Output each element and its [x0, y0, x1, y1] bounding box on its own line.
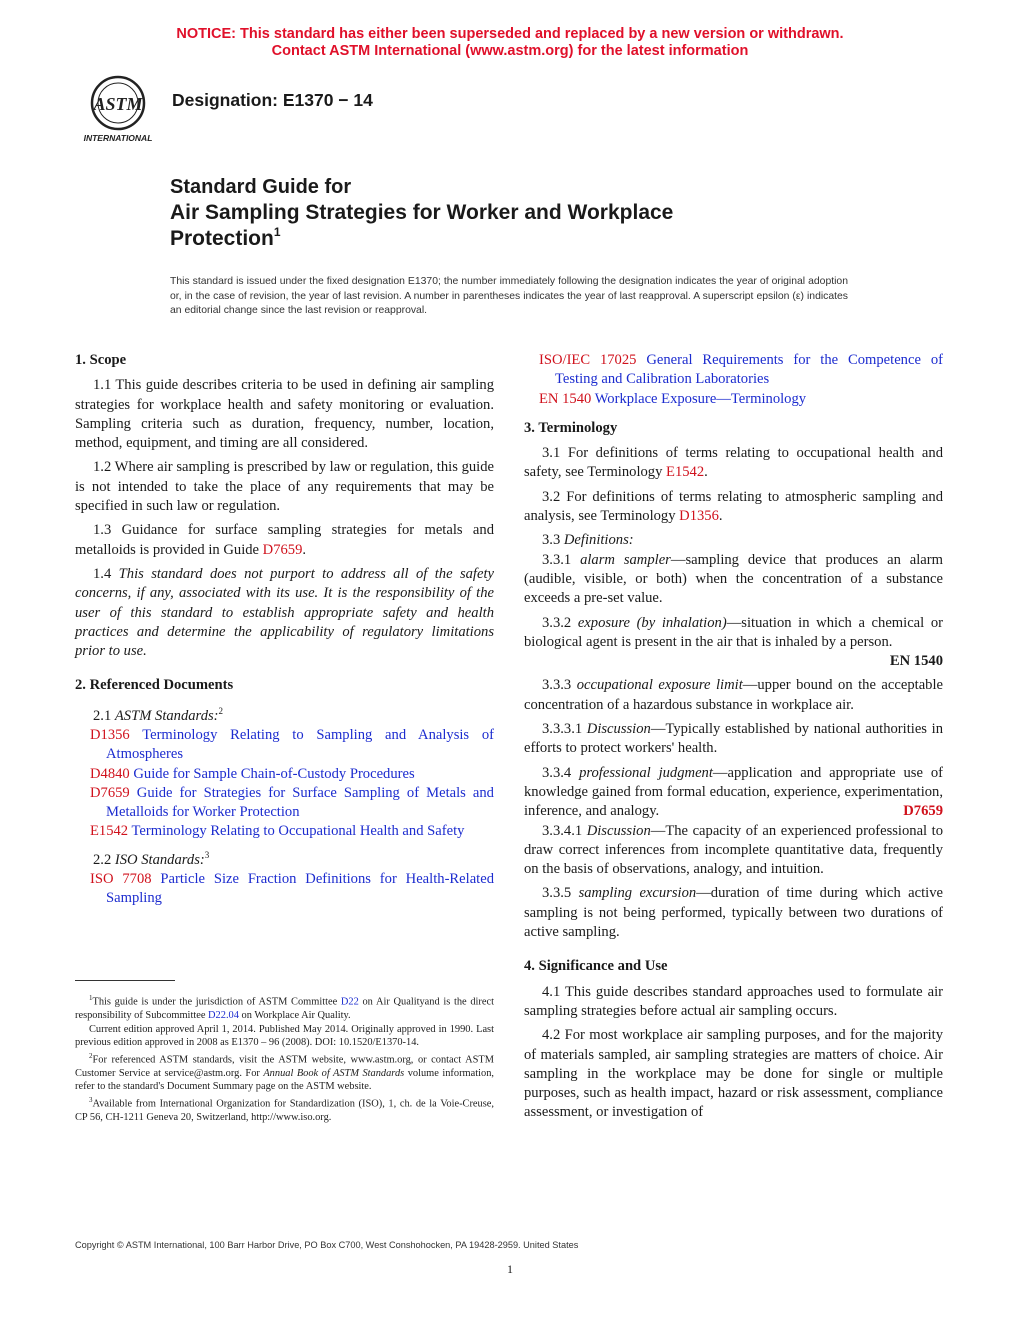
scope-1-2: 1.2 Where air sampling is prescribed by law or regulation, this guide is not intended to take the place of any requirements that may be specified in such law or regulation.	[75, 459, 494, 515]
footnote-3: $^3$Available from International Organization for Standardization (ISO), 1, ch. de la Voie-Creuse, CP 56, CH-1211 Geneva 20, Switzerland, http://www.iso.org.	[75, 1096, 494, 1124]
footnote-1: $^1$This guide is under the jurisdiction of ASTM Committee D22 on Air Qualityand is the direct responsibility of Subcommittee D22.04 on Workplace Air Quality.	[75, 994, 494, 1021]
ref-d4840[interactable]: D4840 Guide for Sample Chain-of-Custody Procedures	[90, 765, 415, 782]
scope-1-1: 1.1 This guide describes criteria to be used in defining air sampling strategies for workplace health and safety monitoring or evaluation. Sampling criteria such as duration, frequency, number, location, method, equipment, and timing are all considered.	[75, 377, 494, 452]
link-d1356[interactable]: D1356	[679, 508, 719, 525]
scope-1-4: 1.4 This standard does not purport to address all of the safety concerns, if any, associated with its use. It is the responsibility of the user of this standard to establish appropriate safety and health practices and determine the applicability of regulatory limitations prior to use.	[75, 565, 494, 660]
title-footnote-mark: 1	[273, 225, 281, 239]
footnote-2: $^2$For referenced ASTM standards, visit the ASTM website, www.astm.org, or contact ASTM Customer Service at service@astm.org. For Annual Book of ASTM Standards volume information, refer to the standard's Document Summary page on the ASTM website.	[75, 1052, 494, 1093]
def-3-3-4: 3.3.4 professional judgment—application and appropriate use of knowledge gained from formal education, experience, experimentation, inference, and analogy. D7659	[524, 764, 943, 822]
referenced-heading: 2. Referenced Documents	[75, 677, 234, 694]
link-e1542[interactable]: E1542	[666, 464, 705, 481]
title-line-3: Protection	[170, 227, 274, 250]
page-number: 1	[507, 1262, 513, 1276]
footnote-1b: Current edition approved April 1, 2014. Published May 2014. Originally approved in 1990. Last previous edition approved in 2008 as E1370 – 96 (2008). DOI: 10.1520/E1370-14.	[75, 1023, 494, 1049]
term-3-2: 3.2 For definitions of terms relating to atmospheric sampling and analysis, see Terminology D1356.	[524, 488, 943, 525]
copyright: Copyright © ASTM International, 100 Barr Harbor Drive, PO Box C700, West Conshohocken, PA 19428-2959. United States	[75, 1240, 579, 1250]
astm-logo	[74, 74, 162, 144]
link-d22-04[interactable]: D22.04	[208, 1009, 239, 1021]
astm-standards-label: 2.1 ASTM Standards:$^2$	[93, 705, 224, 724]
link-d7659[interactable]: D7659	[262, 541, 303, 558]
left-column	[75, 351, 494, 908]
sig-4-2: 4.2 For most workplace air sampling purposes, and for the majority of materials sampled, air sampling strategies are matters of choice. Air sampling in the workplace may be done for single or multiple purposes, such as health impact, hazard or risk assessment, compliance assessment, or investigation of	[524, 1027, 943, 1121]
ref-iso-iec-17025[interactable]: ISO/IEC 17025 General Requirements for the Competence of Testing and Calibration Laboratories	[539, 352, 943, 388]
def-3-3-3: 3.3.3 occupational exposure limit—upper bound on the acceptable concentration of a hazardous substance in workplace air.	[524, 677, 944, 713]
ref-en-1540[interactable]: EN 1540 Workplace Exposure—Terminology	[539, 390, 807, 407]
title-line-2: Air Sampling Strategies for Worker and Workplace	[170, 201, 674, 224]
preamble: This standard is issued under the fixed designation E1370; the number immediately following the designation indicates the year of original adoption or, in the case of revision, the year of last revision. A number in parentheses indicates the year of last reapproval. A superscript epsilon (ε) indicates an editorial change since the last revision or reapproval.	[170, 276, 848, 316]
scope-1-3: 1.3 Guidance for surface sampling strategies for metals and metalloids is provided in Guide D7659.	[75, 522, 494, 558]
def-3-3-5: 3.3.5 sampling excursion—duration of time during which active sampling is not being performed, typically between two durations of active sampling.	[524, 885, 944, 941]
svg-text:ASTM: ASTM	[93, 94, 143, 114]
title-line-1: Standard Guide for	[170, 176, 352, 198]
ref-e1542[interactable]: E1542 Terminology Relating to Occupational Health and Safety	[90, 823, 465, 840]
terminology-heading: 3. Terminology	[524, 419, 618, 436]
source-en-1540: EN 1540	[889, 653, 943, 670]
def-3-3-1: 3.3.1 alarm sampler—sampling device that produces an alarm (audible, visible, or both) when the concentration of a substance exceeds a pre-set value.	[524, 551, 943, 607]
ref-d1356[interactable]: D1356 Terminology Relating to Sampling and Analysis of Atmospheres	[90, 726, 494, 763]
ref-d7659[interactable]: D7659 Guide for Strategies for Surface Sampling of Metals and Metalloids for Worker Protection	[90, 784, 494, 821]
iso-standards-label: 2.2 ISO Standards:$^3$	[93, 849, 210, 868]
notice-line-2: Contact ASTM International (www.astm.org) for the latest information	[271, 43, 749, 59]
significance-heading: 4. Significance and Use	[524, 958, 668, 975]
supersede-notice	[0, 26, 1020, 60]
designation: Designation: E1370 − 14	[172, 90, 373, 110]
footnotes	[75, 992, 494, 1125]
def-3-3-4-1: 3.3.4.1 Discussion—The capacity of an experienced professional to draw correct inferences from incomplete quantitative data, frequently on the basis of observations, analogy, and intuition.	[524, 822, 944, 878]
ref-iso-7708[interactable]: ISO 7708 Particle Size Fraction Definitions for Health-Related Sampling	[90, 870, 495, 907]
footnote-rule	[75, 980, 175, 981]
sig-4-1: 4.1 This guide describes standard approaches used to formulate air sampling strategies before actual air sampling occurs.	[524, 983, 943, 1019]
right-column	[524, 351, 943, 1128]
link-d22[interactable]: D22	[340, 996, 359, 1008]
svg-text:INTERNATIONAL: INTERNATIONAL	[83, 133, 153, 143]
term-3-3: 3.3 Definitions:	[542, 532, 634, 549]
notice-line-1: NOTICE: This standard has either been superseded and replaced by a new version or withdrawn.	[176, 26, 844, 42]
def-3-3-2: 3.3.2 exposure (by inhalation)—situation in which a chemical or biological agent is present in the air that is inhaled by a person. EN 1540	[524, 614, 943, 672]
def-3-3-3-1: 3.3.3.1 Discussion—Typically established by national authorities in efforts to protect workers' health.	[524, 721, 943, 757]
document-title	[170, 174, 810, 252]
term-3-1: 3.1 For definitions of terms relating to occupational health and safety, see Terminology E1542.	[524, 445, 943, 481]
scope-heading: 1. Scope	[75, 352, 127, 368]
source-d7659[interactable]: D7659	[903, 803, 943, 820]
